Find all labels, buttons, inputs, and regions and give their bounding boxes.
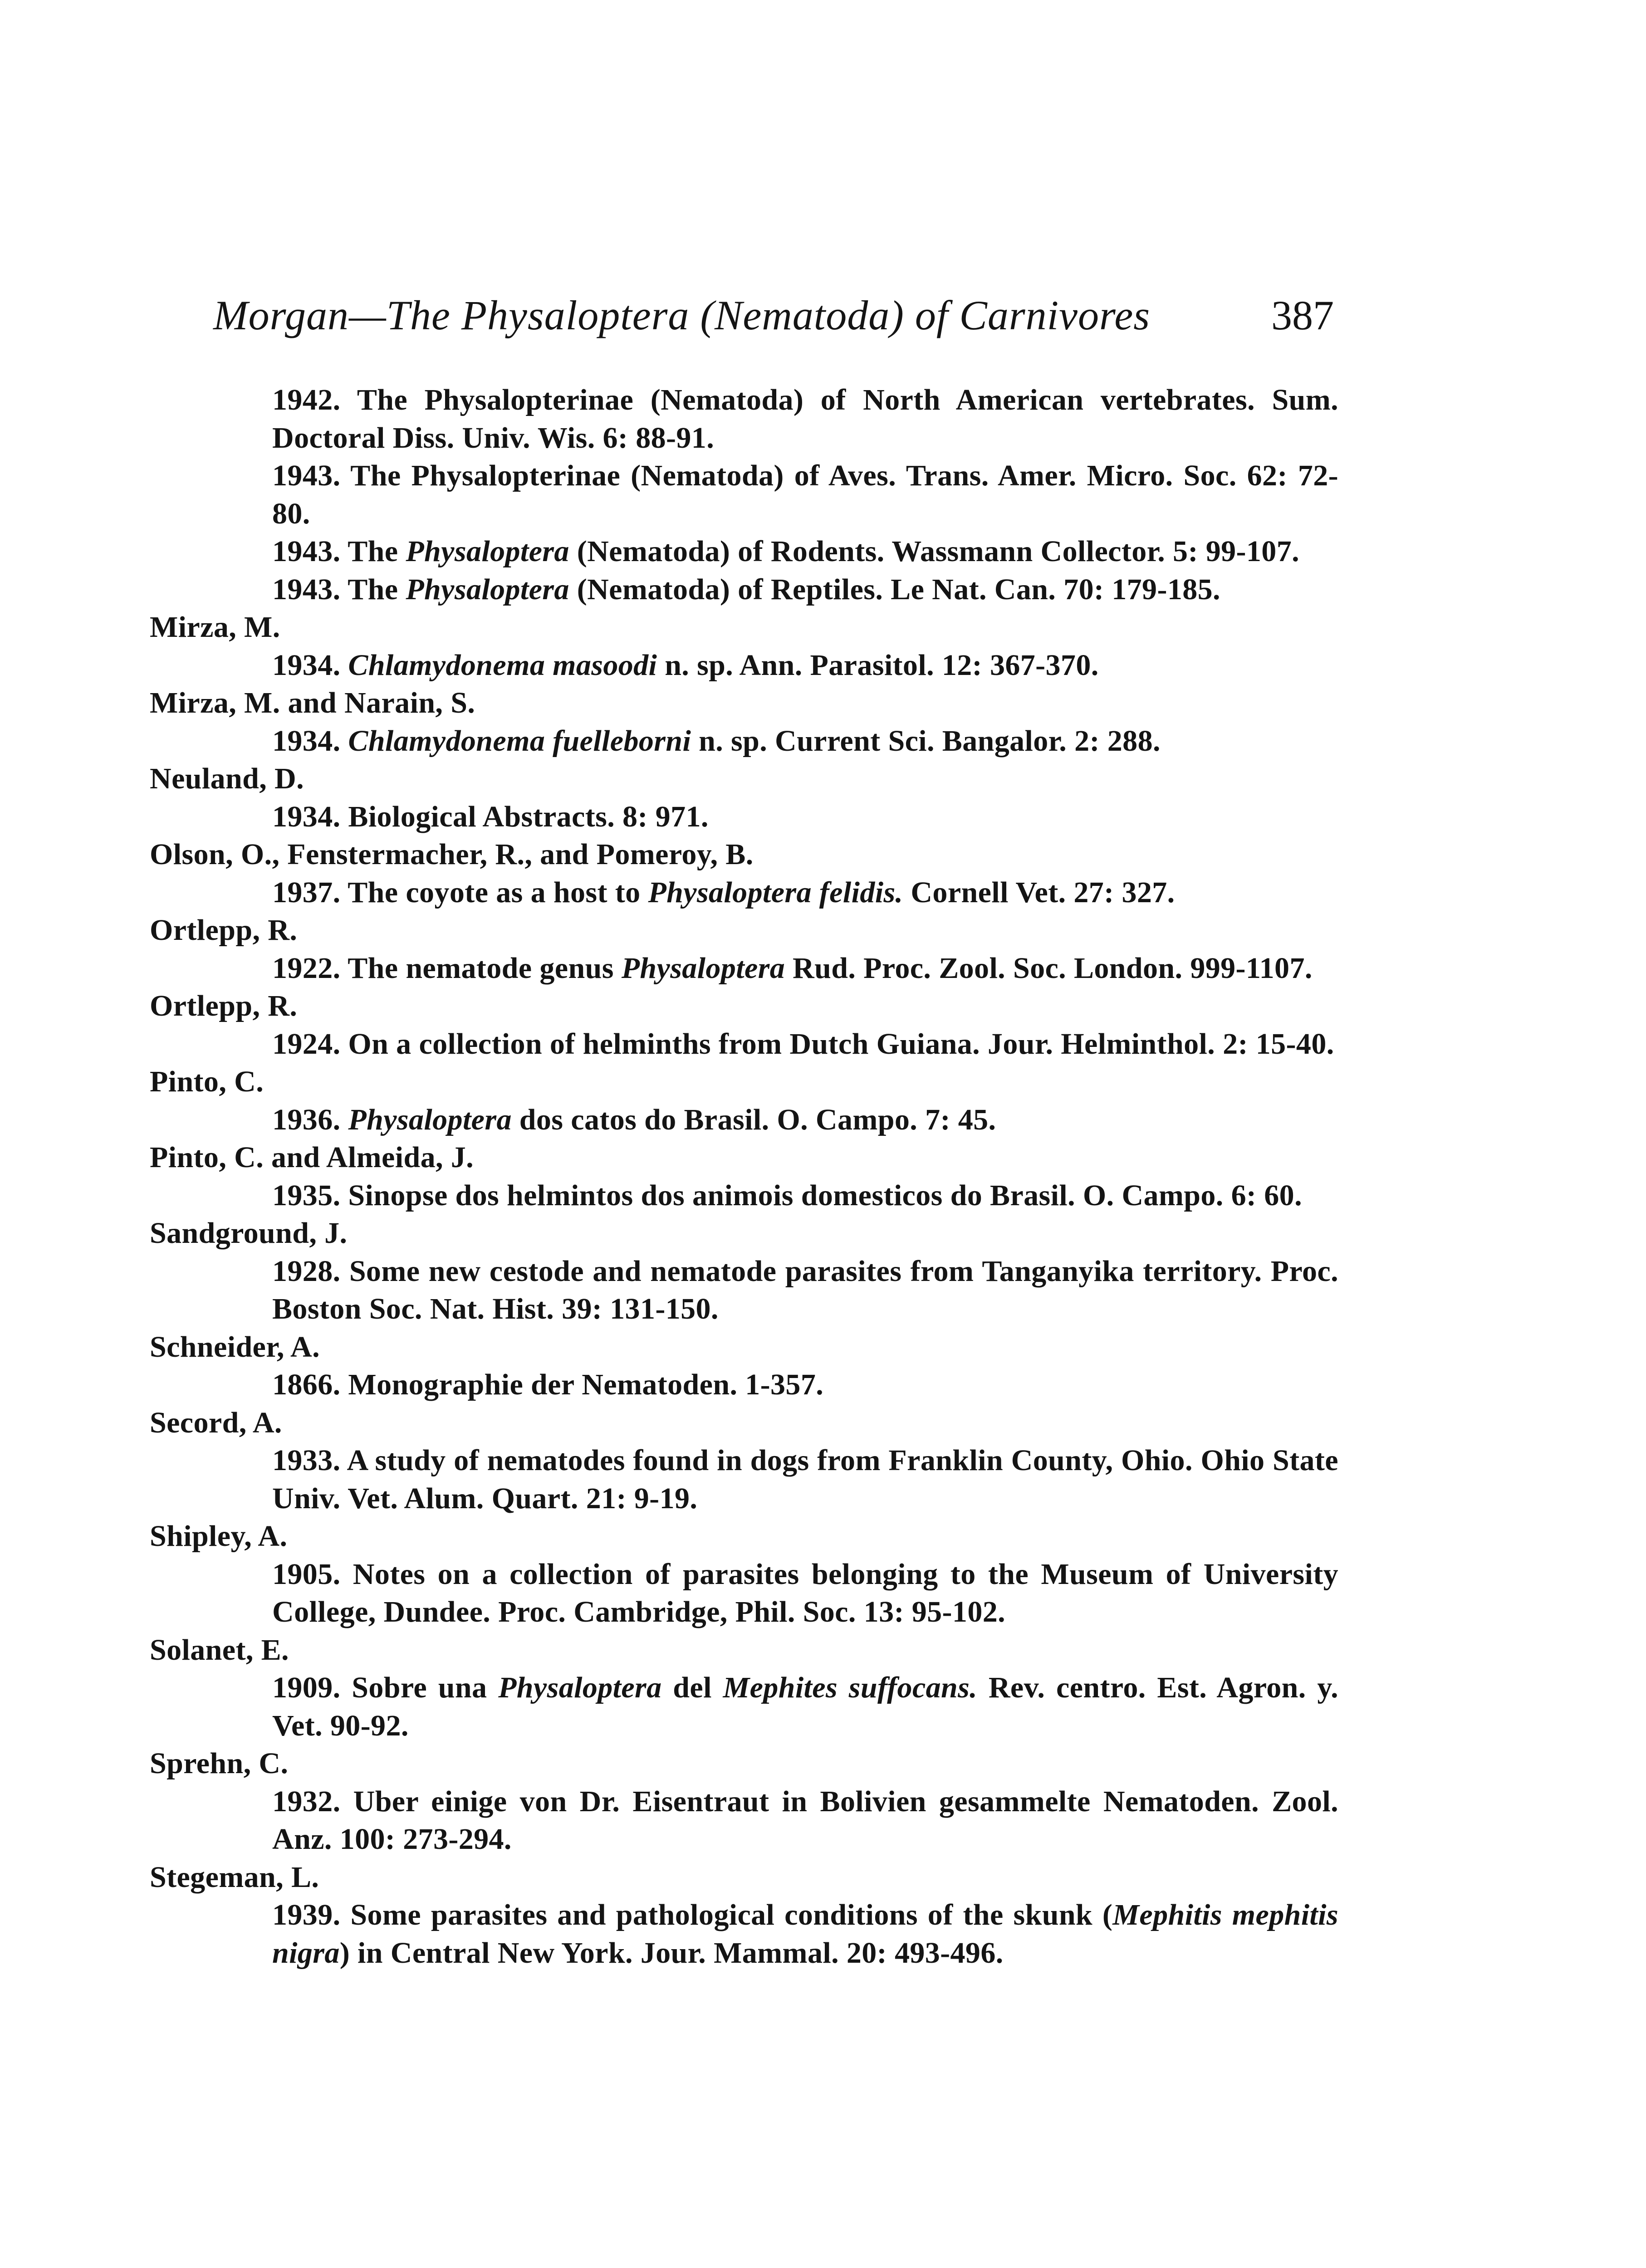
reference-author: Mirza, M. [150, 611, 280, 644]
citation-text: 1924. On a collection of helminths from Dutch Guiana. Jour. Helminthol. 2: 15-40. [272, 1027, 1334, 1061]
reference-entry [150, 646, 1338, 684]
reference-author: Mirza, M. and Narain, S. [150, 686, 475, 719]
citation-text: 1936. [272, 1103, 348, 1136]
reference-entry [150, 1555, 1338, 1631]
reference-author: Ortlepp, R. [150, 989, 298, 1022]
reference-entry [150, 457, 1338, 533]
reference-entry [150, 1896, 1338, 1972]
reference-entry [150, 722, 1338, 760]
citation-text: 1942. The Physalopterinae (Nematoda) of North American vertebrates. Sum. Doctoral Diss. Univ. Wis. 6: 88-91. [272, 383, 1338, 455]
reference-entry [150, 1025, 1338, 1063]
citation-text: n. sp. Ann. Parasitol. 12: 367-370. [657, 648, 1099, 682]
reference-author: Pinto, C. and Almeida, J. [150, 1141, 474, 1174]
reference-entry [150, 798, 1338, 836]
citation-text: 1943. The Physalopterinae (Nematoda) of Aves. Trans. Amer. Micro. Soc. 62: 72-80. [272, 459, 1338, 530]
taxon-name: Physaloptera felidis. [648, 875, 903, 909]
taxon-name: Chlamydonema fuelleborni [348, 724, 691, 758]
citation-text: 1939. Some parasites and pathological conditions of the skunk ( [272, 1898, 1113, 1931]
citation-text: 1943. The [272, 572, 406, 606]
reference-author: Ortlepp, R. [150, 914, 298, 947]
citation-text: 1935. Sinopse dos helmintos dos animois domesticos do Brasil. O. Campo. 6: 60. [272, 1178, 1302, 1212]
citation-text: (Nematoda) of Rodents. Wassmann Collector. 5: 99-107. [569, 535, 1300, 568]
reference-entry [150, 1442, 1338, 1517]
citation-text: Rud. Proc. Zool. Soc. London. 999-1107. [785, 951, 1313, 985]
taxon-name: Physaloptera [406, 535, 569, 568]
reference-author: Pinto, C. [150, 1065, 264, 1098]
citation-text: 1934. [272, 724, 348, 758]
reference-entry [150, 533, 1338, 571]
reference-author: Sandground, J. [150, 1217, 348, 1250]
citation-text: 1932. Uber einige von Dr. Eisentraut in Bolivien gesammelte Nematoden. Zool. Anz. 100: 273-294. [272, 1784, 1338, 1856]
page-header [213, 286, 1334, 345]
citation-text: 1866. Monographie der Nematoden. 1-357. [272, 1368, 824, 1401]
taxon-name: Physaloptera [348, 1103, 512, 1136]
reference-author: Shipley, A. [150, 1520, 288, 1553]
reference-author: Olson, O., Fenstermacher, R., and Pomeroy, B. [150, 838, 754, 871]
taxon-name: Physaloptera [498, 1671, 662, 1704]
citation-text: Rev. centro. Est. Agron. y. Vet. 90-92. [272, 1671, 1339, 1742]
reference-entry [150, 571, 1338, 609]
citation-text: Cornell Vet. 27: 327. [903, 875, 1175, 909]
reference-entry [150, 1252, 1338, 1328]
taxon-name: Chlamydonema masoodi [348, 648, 657, 682]
citation-text: 1933. A study of nematodes found in dogs from Franklin County, Ohio. Ohio State Univ. Vet. Alum. Quart. 21: 9-19. [272, 1444, 1338, 1515]
citation-text: (Nematoda) of Reptiles. Le Nat. Can. 70: 179-185. [569, 572, 1220, 606]
citation-text: 1943. The [272, 535, 406, 568]
reference-author: Sprehn, C. [150, 1747, 289, 1780]
citation-text: n. sp. Current Sci. Bangalor. 2: 288. [691, 724, 1161, 758]
reference-entry [150, 1783, 1338, 1858]
reference-list [150, 381, 1338, 1972]
citation-text: 1937. The coyote as a host to [272, 875, 648, 909]
running-title: Morgan—The Physaloptera (Nematoda) of Carnivores [213, 292, 1151, 338]
taxon-name: Mephitis mephitis nigra [272, 1898, 1338, 1970]
citation-text: dos catos do Brasil. O. Campo. 7: 45. [511, 1103, 996, 1136]
reference-author: Solanet, E. [150, 1633, 289, 1667]
reference-entry [150, 949, 1338, 987]
reference-entry [150, 1177, 1338, 1215]
citation-text: ) in Central New York. Jour. Mammal. 20: 493-496. [339, 1936, 1004, 1970]
reference-author: Stegeman, L. [150, 1860, 319, 1894]
citation-text: 1934. Biological Abstracts. 8: 971. [272, 800, 709, 833]
page-number: 387 [1271, 292, 1334, 338]
citation-text: 1922. The nematode genus [272, 951, 622, 985]
citation-text: del [661, 1671, 723, 1704]
reference-author: Schneider, A. [150, 1330, 320, 1364]
taxon-name: Physaloptera [406, 572, 569, 606]
reference-entry [150, 1669, 1338, 1745]
reference-entry [150, 874, 1338, 912]
taxon-name: Physaloptera [621, 951, 785, 985]
citation-text: 1905. Notes on a collection of parasites belonging to the Museum of University College, Dundee. Proc. Cambridge, Phil. Soc. 13: 95-102. [272, 1557, 1338, 1628]
taxon-name: Mephites suffocans. [723, 1671, 978, 1704]
reference-entry [150, 381, 1338, 457]
reference-author: Secord, A. [150, 1406, 282, 1439]
citation-text: 1909. Sobre una [272, 1671, 499, 1704]
citation-text: 1934. [272, 648, 348, 682]
reference-author: Neuland, D. [150, 762, 304, 795]
citation-text: 1928. Some new cestode and nematode parasites from Tanganyika territory. Proc. Boston Soc. Nat. Hist. 39: 131-150. [272, 1254, 1338, 1325]
reference-entry [150, 1101, 1338, 1139]
reference-entry [150, 1366, 1338, 1404]
